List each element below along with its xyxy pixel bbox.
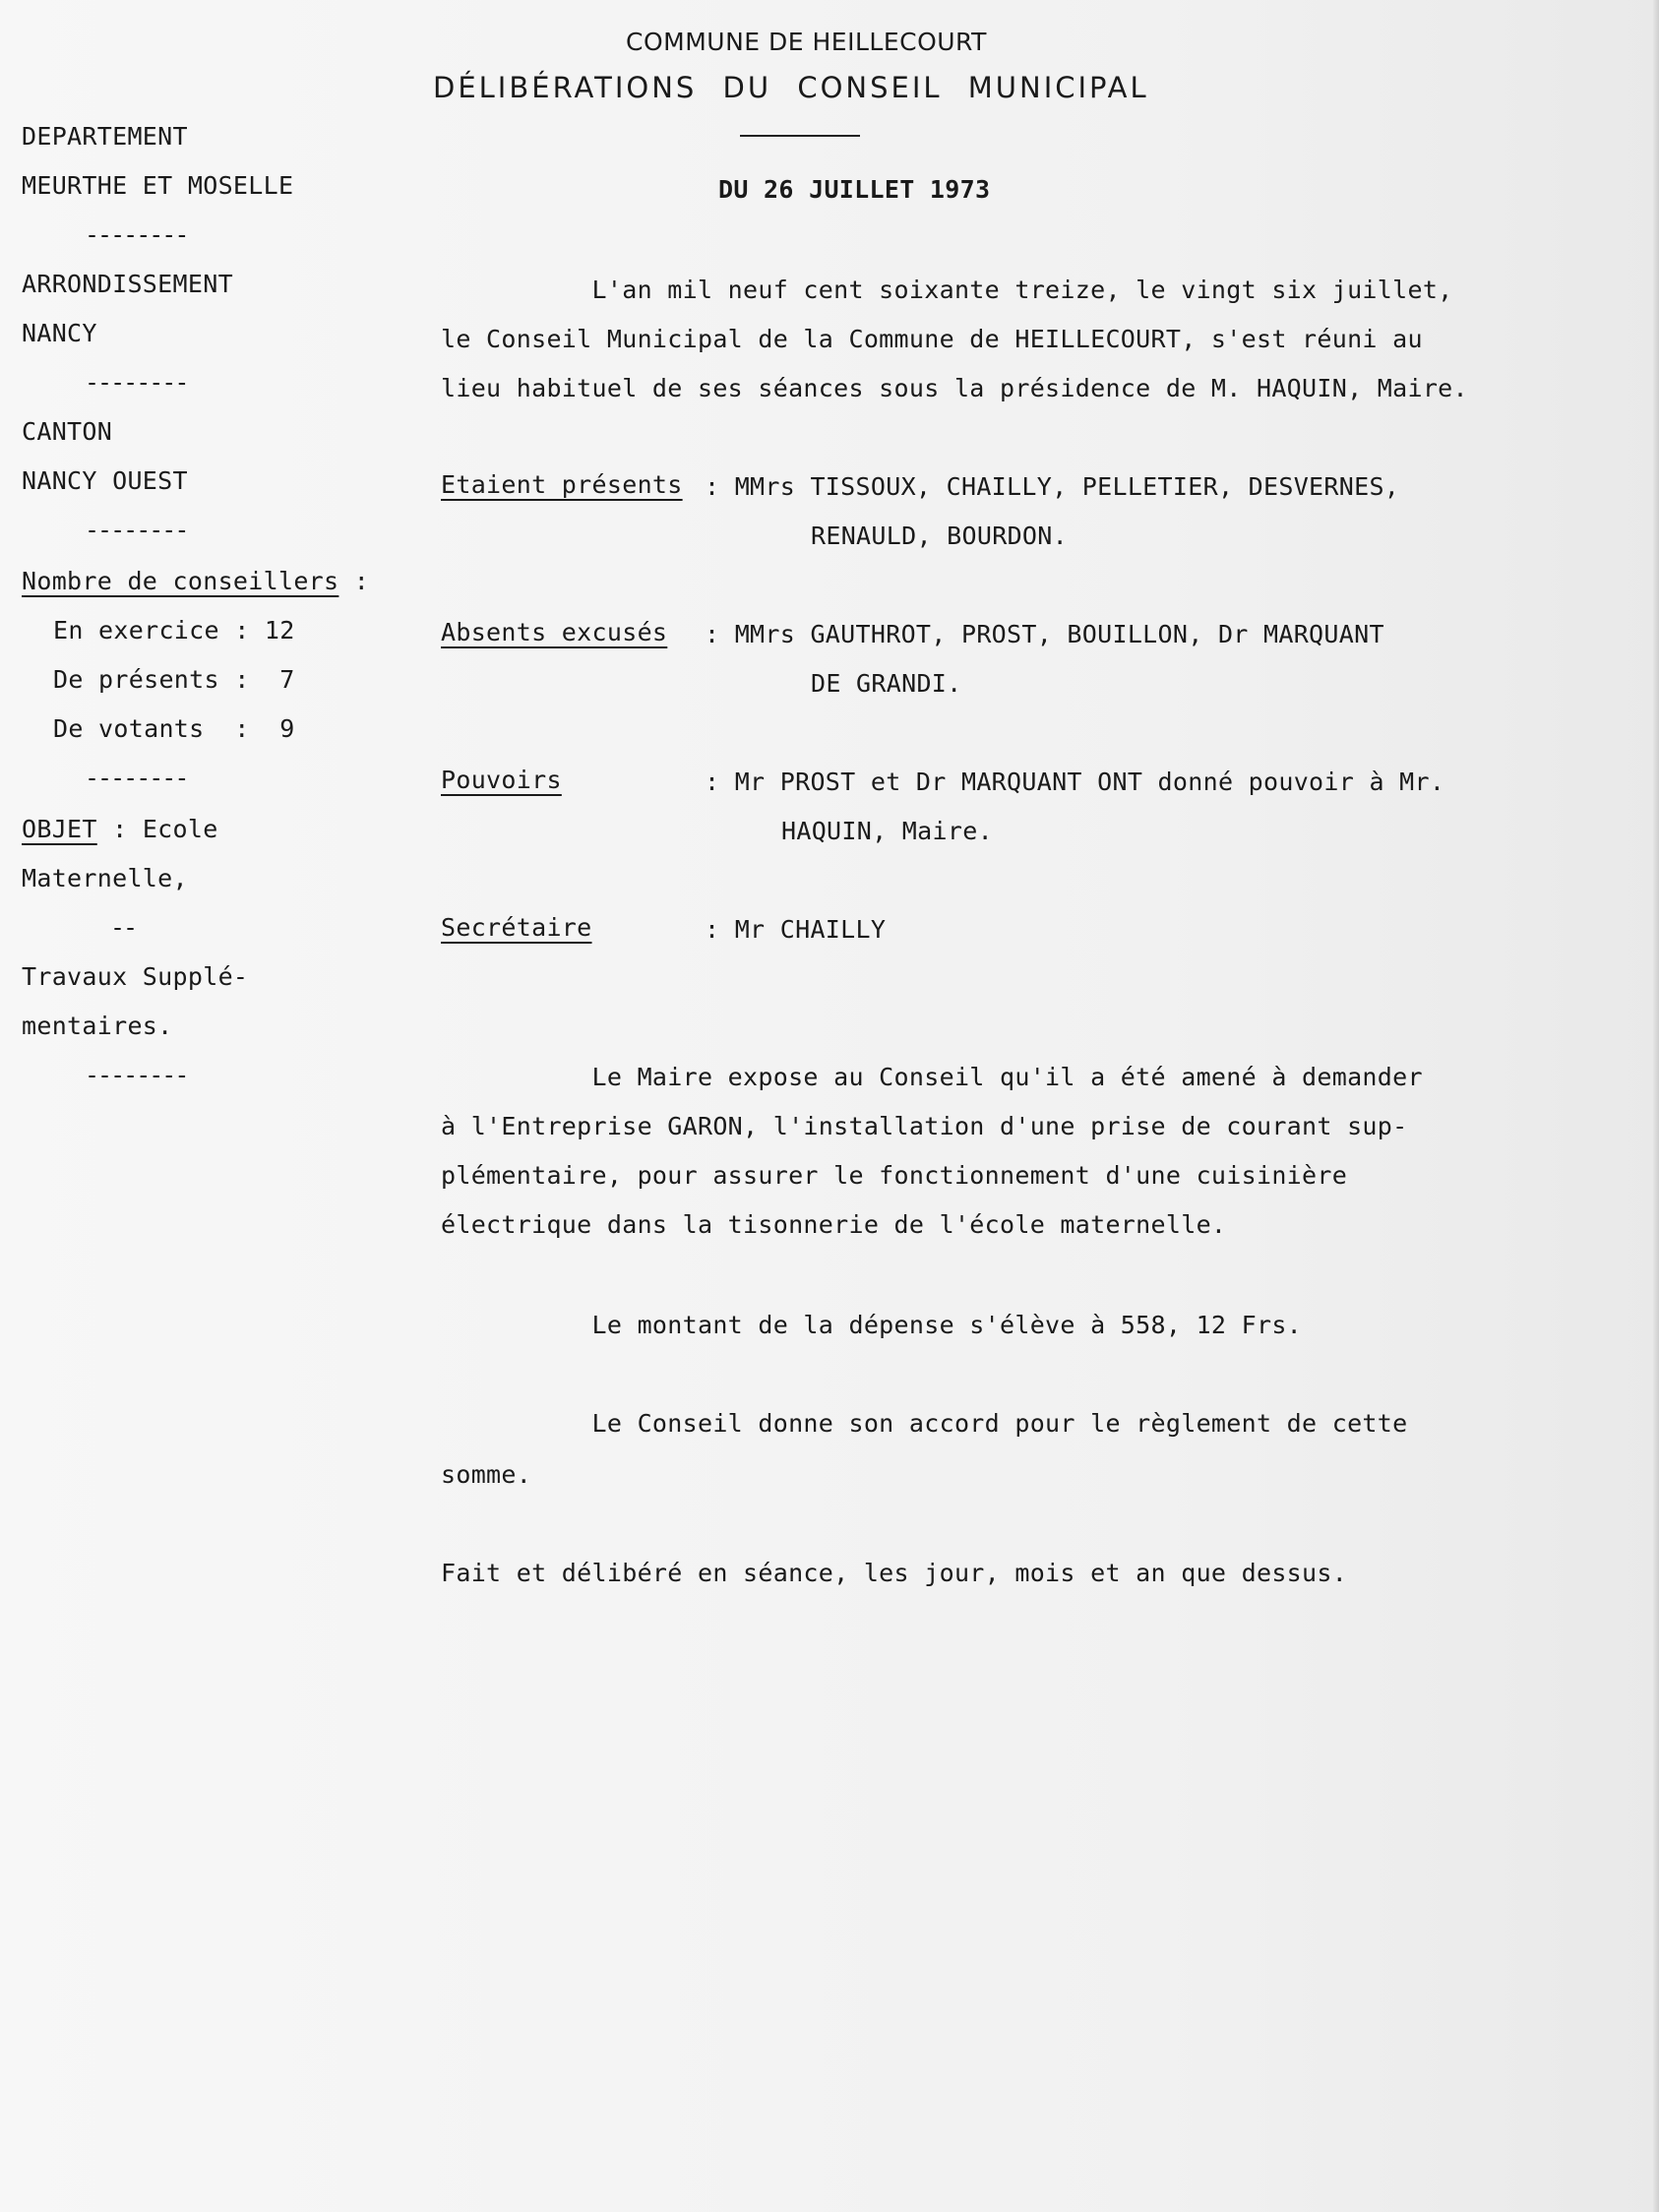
votants-count: De votants : 9 xyxy=(53,714,295,743)
conseillers-colon: : xyxy=(353,567,370,595)
closing-line: Fait et délibéré en séance, les jour, mois et an que dessus. xyxy=(441,1559,1348,1587)
separator: -------- xyxy=(85,220,188,249)
expose-line: plémentaire, pour assurer le fonctionnement d'une cuisinière xyxy=(441,1161,1348,1190)
page-edge-shadow xyxy=(1653,0,1659,2212)
departement-label: DEPARTEMENT xyxy=(22,122,188,151)
departement-value: MEURTHE ET MOSELLE xyxy=(22,171,294,200)
separator: -------- xyxy=(85,764,188,792)
objet-line: Maternelle, xyxy=(22,864,188,892)
intro-line: L'an mil neuf cent soixante treize, le vingt six juillet, xyxy=(441,276,1453,304)
absents-label: Absents excusés xyxy=(441,618,668,646)
expose-line: électrique dans la tisonnerie de l'école maternelle. xyxy=(441,1210,1227,1239)
objet-heading xyxy=(22,815,218,844)
canton-value: NANCY OUEST xyxy=(22,466,188,495)
accord-line: Le Conseil donne son accord pour le règlement de cette xyxy=(441,1409,1408,1438)
separator: -------- xyxy=(85,516,188,544)
separator: -------- xyxy=(85,1061,188,1089)
document-title: DÉLIBÉRATIONS DU CONSEIL MUNICIPAL xyxy=(433,71,1149,104)
expose-line: à l'Entreprise GARON, l'installation d'une prise de courant sup- xyxy=(441,1112,1408,1140)
accord-line: somme. xyxy=(441,1460,532,1489)
pouvoirs-label: Pouvoirs xyxy=(441,766,562,794)
title-rule xyxy=(740,135,860,137)
presents-label: Etaient présents xyxy=(441,470,683,499)
arrondissement-value: NANCY xyxy=(22,319,97,347)
meeting-date: DU 26 JUILLET 1973 xyxy=(718,175,991,204)
absents-list: : MMrs GAUTHROT, PROST, BOUILLON, Dr MARQUANT xyxy=(705,620,1384,648)
pouvoirs-text: : Mr PROST et Dr MARQUANT ONT donné pouvoir à Mr. xyxy=(705,768,1445,796)
expose-line: Le Maire expose au Conseil qu'il a été amené à demander xyxy=(441,1063,1423,1091)
secretaire-value: : Mr CHAILLY xyxy=(705,915,887,944)
objet-separator: -- xyxy=(110,913,137,942)
en-exercice-count: En exercice : 12 xyxy=(53,616,295,645)
objet-line: Travaux Supplé- xyxy=(22,962,249,991)
secretaire-label: Secrétaire xyxy=(441,913,592,942)
commune-heading: COMMUNE DE HEILLECOURT xyxy=(626,28,987,56)
intro-line: lieu habituel de ses séances sous la présidence de M. HAQUIN, Maire. xyxy=(441,374,1468,402)
intro-line: le Conseil Municipal de la Commune de HEILLECOURT, s'est réuni au xyxy=(441,325,1423,353)
presents-count: De présents : 7 xyxy=(53,665,295,694)
conseillers-heading xyxy=(22,567,369,596)
pouvoirs-text-cont: HAQUIN, Maire. xyxy=(781,817,993,845)
separator: -------- xyxy=(85,368,188,397)
absents-list-cont: DE GRANDI. xyxy=(811,669,962,698)
presents-list: : MMrs TISSOUX, CHAILLY, PELLETIER, DESVERNES, xyxy=(705,472,1400,501)
objet-text: : Ecole xyxy=(112,815,218,843)
objet-line: mentaires. xyxy=(22,1012,173,1040)
canton-label: CANTON xyxy=(22,417,113,446)
montant-line: Le montant de la dépense s'élève à 558, 12 Frs. xyxy=(441,1311,1303,1339)
presents-list-cont: RENAULD, BOURDON. xyxy=(811,522,1068,550)
arrondissement-label: ARRONDISSEMENT xyxy=(22,270,233,298)
objet-label: OBJET xyxy=(22,815,97,843)
conseillers-label: Nombre de conseillers xyxy=(22,567,339,595)
